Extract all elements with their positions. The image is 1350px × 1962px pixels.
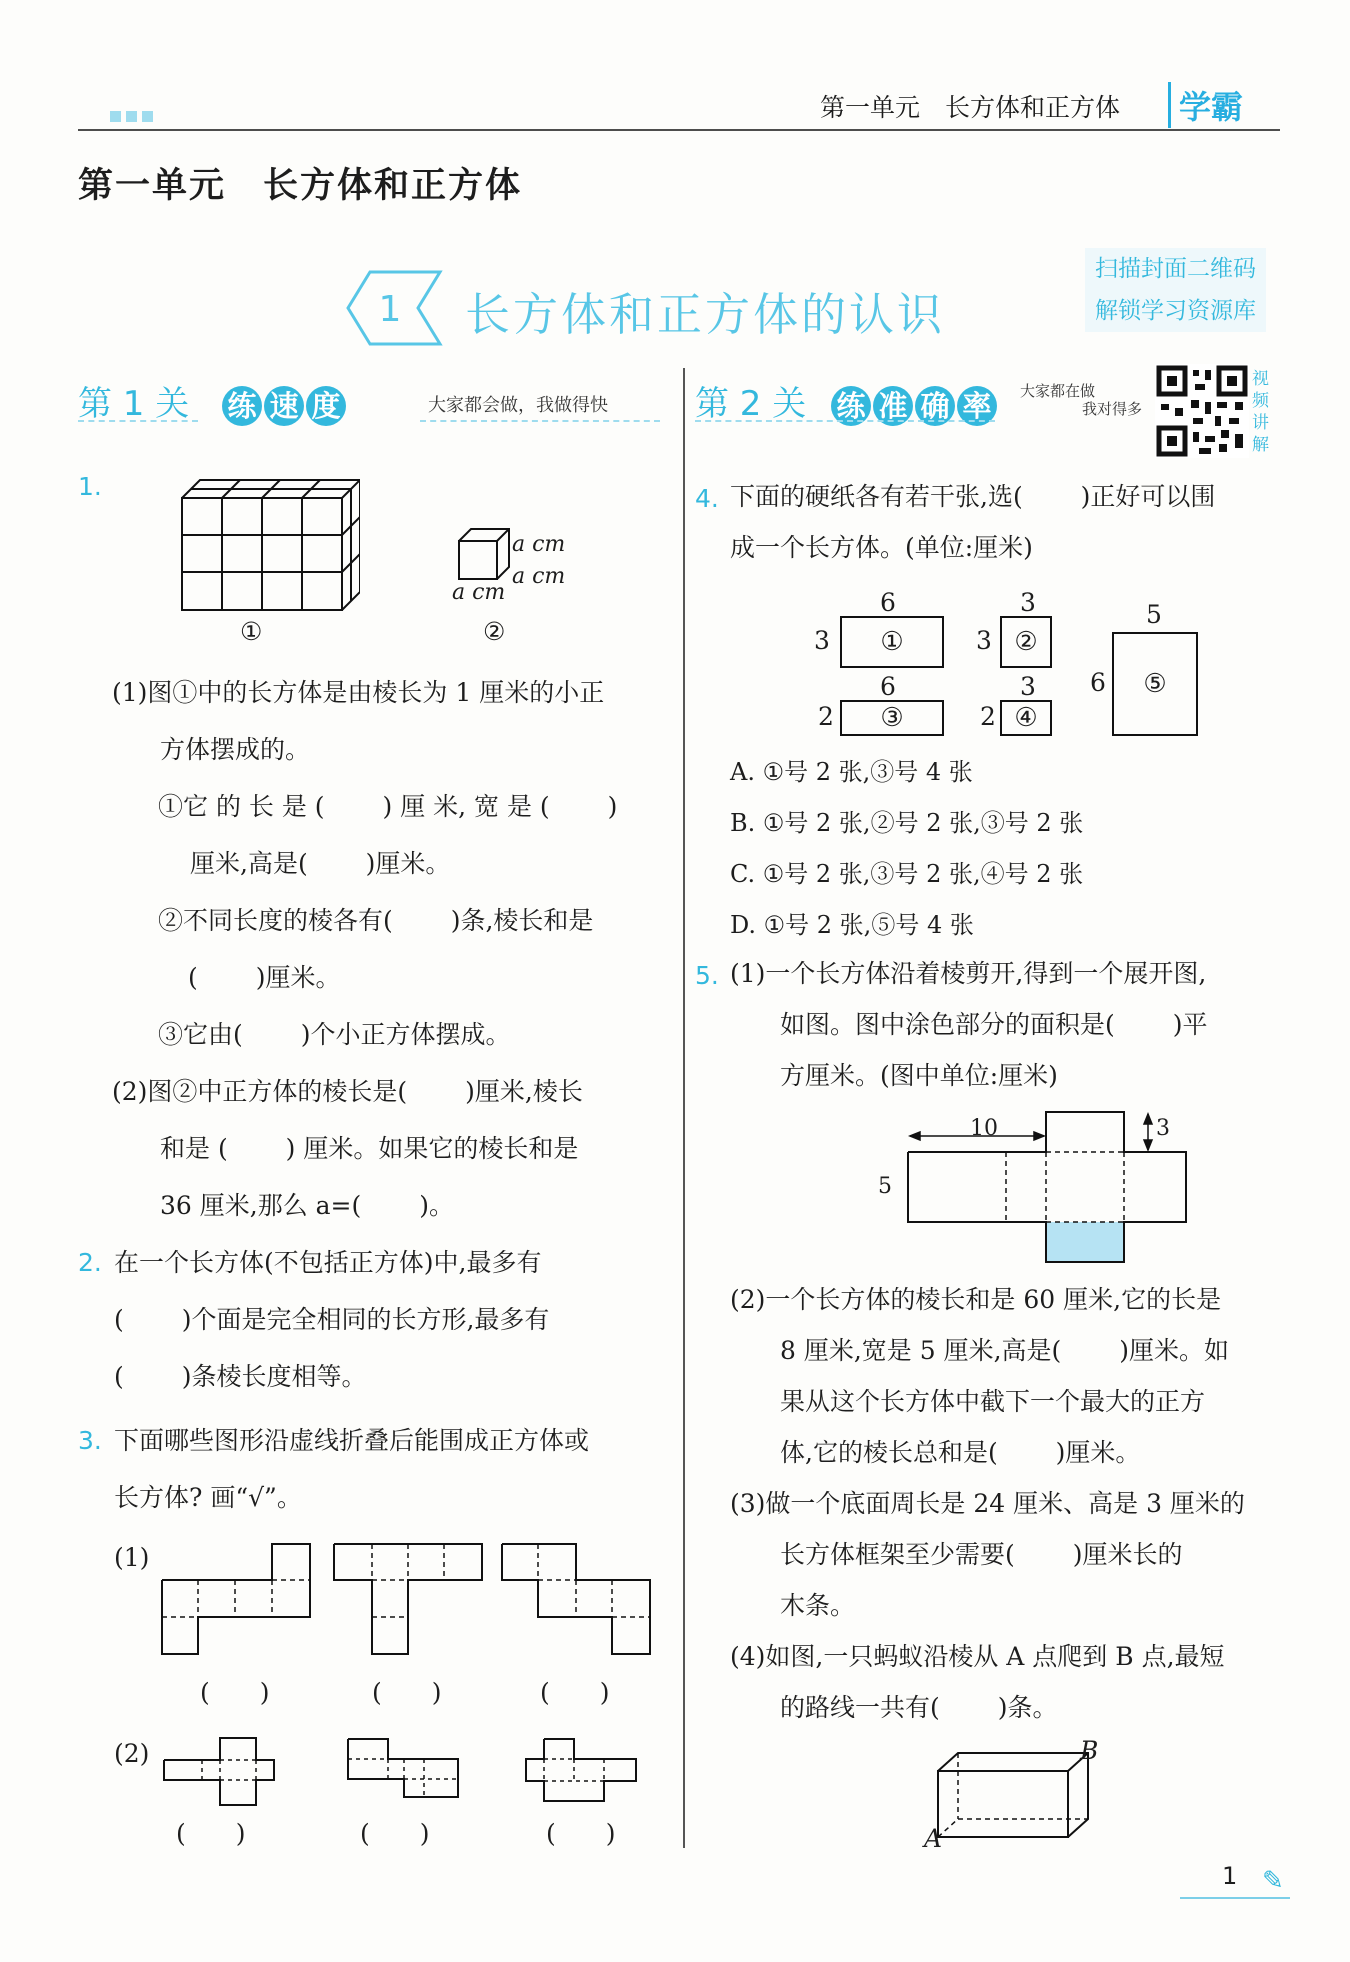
q4-line: 成一个长方体。(单位:厘米)	[730, 533, 1033, 562]
video-explain-label: 视频讲解	[1252, 369, 1269, 455]
q1-line: (2)图②中正方体的棱长是( )厘米,棱长	[112, 1077, 583, 1106]
section-2-tagline-2: 我对得多	[1082, 400, 1143, 418]
q3-net-1a	[160, 1540, 320, 1660]
q3-net-2a	[162, 1735, 282, 1810]
q4-option-a[interactable]: A. ①号 2 张,③号 4 张	[730, 758, 973, 786]
q4-card-5-height: 6	[1090, 668, 1106, 697]
q3-net-1c	[500, 1540, 660, 1660]
pencil-icon: ✎	[1262, 1866, 1284, 1896]
q5-line: 长方体框架至少需要( )厘米长的	[780, 1540, 1183, 1569]
q5-point-b: B	[1080, 1736, 1099, 1765]
q3-part-1-label: (1)	[114, 1543, 150, 1572]
q3-answer-blank[interactable]: ( )	[546, 1819, 616, 1848]
q4-option-c[interactable]: C. ①号 2 张,③号 2 张,④号 2 张	[730, 860, 1084, 888]
q5-line: 体,它的棱长总和是( )厘米。	[780, 1438, 1141, 1467]
q3-answer-blank[interactable]: ( )	[176, 1819, 246, 1848]
q2-line: ( )条棱长度相等。	[114, 1362, 367, 1391]
q1-figure-1-label: ①	[240, 617, 263, 646]
q3-line: 下面哪些图形沿虚线折叠后能围成正方体或	[114, 1426, 590, 1455]
section-1-char: 练	[222, 386, 262, 426]
q5-dim-3: 3	[1156, 1116, 1170, 1141]
section-2-char: 准	[873, 386, 913, 426]
q5-number: 5.	[695, 961, 719, 990]
q3-answer-blank[interactable]: ( )	[360, 1819, 430, 1848]
scan-line-1: 扫描封面二维码	[1095, 256, 1256, 282]
header-rule	[78, 129, 1280, 131]
q1-fig2-dim-side: a cm	[512, 564, 566, 589]
section-2-header	[695, 376, 999, 426]
section-1-header	[78, 376, 348, 426]
q3-net-2c	[524, 1735, 644, 1810]
q5-line: 如图。图中涂色部分的面积是( )平	[780, 1010, 1208, 1039]
q5-line: (2)一个长方体的棱长和是 60 厘米,它的长是	[730, 1285, 1222, 1314]
q4-card-1: ①	[840, 616, 944, 668]
q1-line: 36 厘米,那么 a=( )。	[160, 1191, 454, 1220]
q1-line: 和是 ( ) 厘米。如果它的棱长和是	[160, 1134, 579, 1163]
q1-figure-2-label: ②	[483, 617, 506, 646]
q4-card-2-height: 3	[976, 626, 992, 655]
q1-line: 方体摆成的。	[160, 735, 311, 764]
q5-line: 方厘米。(图中单位:厘米)	[780, 1061, 1058, 1090]
q4-card-3: ③	[840, 700, 944, 736]
q1-line: 厘米,高是( )厘米。	[190, 849, 451, 878]
q5-line: 的路线一共有( )条。	[780, 1693, 1058, 1722]
q3-number: 3.	[78, 1426, 102, 1455]
q1-fig2-dim-bottom: a cm	[452, 580, 506, 605]
q1-line: ②不同长度的棱各有( )条,棱长和是	[158, 906, 594, 935]
qr-code-icon[interactable]	[1155, 364, 1249, 458]
q4-card-3-width: 6	[880, 672, 896, 701]
q4-option-b[interactable]: B. ①号 2 张,②号 2 张,③号 2 张	[730, 809, 1084, 837]
q4-card-5: ⑤	[1112, 632, 1198, 736]
q4-card-2: ②	[1000, 616, 1052, 668]
section-1-dashline	[78, 420, 198, 422]
q1-line: ①它 的 长 是 ( ) 厘 米, 宽 是 ( )	[158, 792, 618, 821]
q5-line: 果从这个长方体中截下一个最大的正方	[780, 1387, 1206, 1416]
q4-number: 4.	[695, 484, 719, 513]
lesson-number: 1	[378, 289, 402, 330]
q4-card-1-width: 6	[880, 588, 896, 617]
q3-net-1b	[332, 1540, 492, 1660]
running-header: 第一单元 长方体和正方体	[820, 93, 1121, 122]
q1-number: 1.	[78, 472, 102, 501]
lesson-title: 长方体和正方体的认识	[465, 288, 946, 341]
q5-point-a: A	[924, 1824, 943, 1853]
q4-line: 下面的硬纸各有若干张,选( )正好可以围	[730, 482, 1216, 511]
q2-line: 在一个长方体(不包括正方体)中,最多有	[114, 1248, 542, 1277]
q3-line: 长方体? 画“√”。	[114, 1483, 302, 1512]
q2-number: 2.	[78, 1248, 102, 1277]
q4-card-4-height: 2	[980, 702, 996, 731]
section-1-char: 度	[306, 386, 346, 426]
q5-line: 8 厘米,宽是 5 厘米,高是( )厘米。如	[780, 1336, 1230, 1365]
section-2-dashline	[695, 420, 995, 422]
q1-fig2-dim-top: a cm	[512, 532, 566, 557]
section-2-char: 练	[831, 386, 871, 426]
column-divider	[683, 368, 685, 1848]
scan-notice	[1085, 248, 1266, 332]
brand-logo: 学霸	[1168, 82, 1243, 128]
q3-answer-blank[interactable]: ( )	[200, 1678, 270, 1707]
q4-option-d[interactable]: D. ①号 2 张,⑤号 4 张	[730, 911, 974, 939]
q5-cuboid-figure	[930, 1745, 1090, 1845]
q1-figure-1-cuboid	[170, 470, 360, 620]
q3-part-2-label: (2)	[114, 1739, 150, 1768]
section-1-tagline: 大家都会做，我做得快	[428, 395, 608, 416]
q5-line: (1)一个长方体沿着棱剪开,得到一个展开图,	[730, 959, 1207, 988]
q5-dim-5: 5	[878, 1174, 892, 1199]
q5-line: 木条。	[780, 1591, 856, 1620]
q4-card-1-height: 3	[814, 626, 830, 655]
section-1-char: 速	[264, 386, 304, 426]
q1-line: ③它由( )个小正方体摆成。	[158, 1020, 511, 1049]
q4-card-4-width: 3	[1020, 672, 1036, 701]
q4-card-5-width: 5	[1146, 600, 1162, 629]
q1-line: ( )厘米。	[188, 963, 341, 992]
section-1-label: 第 1 关	[78, 384, 190, 424]
header-decoration	[110, 107, 158, 126]
q3-net-2b	[346, 1735, 466, 1810]
q5-line: (4)如图,一只蚂蚁沿棱从 A 点爬到 B 点,最短	[730, 1642, 1225, 1671]
q5-line: (3)做一个底面周长是 24 厘米、高是 3 厘米的	[730, 1489, 1245, 1518]
q4-card-3-height: 2	[818, 702, 834, 731]
unit-title: 第一单元 长方体和正方体	[78, 166, 523, 206]
lesson-number-badge	[340, 268, 450, 348]
q5-net-figure	[880, 1102, 1200, 1272]
q2-line: ( )个面是完全相同的长方形,最多有	[114, 1305, 550, 1334]
section-2-tagline-1: 大家都在做	[1020, 382, 1096, 400]
q5-dim-10: 10	[970, 1116, 998, 1141]
page-footer-rule	[1180, 1897, 1290, 1899]
scan-line-2: 解锁学习资源库	[1095, 298, 1256, 324]
section-2-char: 确	[915, 386, 955, 426]
q4-card-4: ④	[1000, 700, 1052, 736]
page-number: 1	[1222, 1862, 1238, 1890]
section-2-label: 第 2 关	[695, 384, 807, 424]
q1-line: (1)图①中的长方体是由棱长为 1 厘米的小正	[112, 678, 605, 707]
section-2-char: 率	[957, 386, 997, 426]
q3-answer-blank[interactable]: ( )	[372, 1678, 442, 1707]
q4-card-2-width: 3	[1020, 588, 1036, 617]
section-1-dashline	[420, 420, 660, 422]
q3-answer-blank[interactable]: ( )	[540, 1678, 610, 1707]
